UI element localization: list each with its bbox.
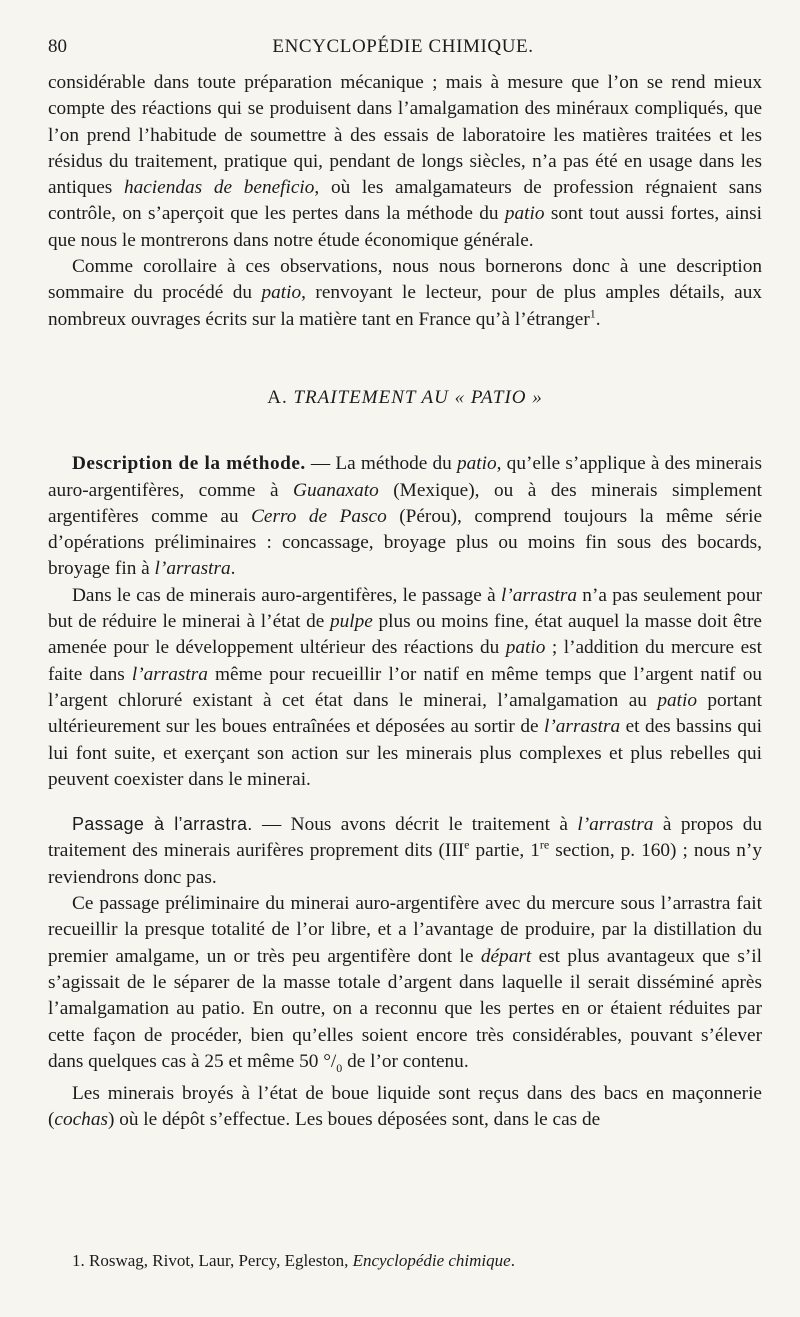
subheading-description: Description de la méthode.	[72, 453, 306, 475]
page-header	[48, 36, 758, 64]
section-heading	[48, 385, 762, 411]
paragraph-1: considérable dans toute préparation mécanique ; mais à mesure que l’on se rend mieux compte des réactions qui se produisent dans l’amalgamation des minéraux compliqués, que l’on prend l’habitude de soumettre à des essais de laboratoire les matières traitées et les résidus du traitement, pratique qui, pendant de longs siècles, n’a pas été en usage dans les antiques haciendas de beneficio, où les amalgamateurs de profession régnaient sans contrôle, on s’aperçoit que les pertes dans la méthode du patio sont tout aussi fortes, ainsi que nous le montrerons dans notre étude économique générale.	[48, 72, 763, 251]
running-title: ENCYCLOPÉDIE CHIMIQUE.	[272, 36, 534, 57]
paragraph-6: Ce passage préliminaire du minerai auro-argentifère avec du mercure sous l’arrastra fait recueillir la presque totalité de l’or libre, et a l’avantage de produire, par la distillation du premier amalgame, un or très peu argentifère dont le départ est plus avantageux que s’il s’agissait de le séparer de la masse totale d’argent dans laquelle il serait disséminé après l’amalgamation au patio. En outre, on a reconnu que les pertes en or étaient réduites par cette façon de procéder, bien qu’elles soient encore très considérables, pouvant s’élever dans quelques cas à 25 et même 50 $^\circ/_0$ de l’or contenu.	[48, 893, 762, 1075]
paragraph-4: Dans le cas de minerais auro-argentifères, le passage à l’arrastra n’a pas seulement pour but de réduire le minerai à l’état de pulpe plus ou moins fine, état auquel la masse doit être amenée pour le développement ultérieur des réactions du patio ; l’addition du mercure est faite dans l’arrastra même pour recueillir l’or natif en même temps que l’argent natif ou l’argent chloruré existant à cet état dans le minerai, l’amalgamation au patio portant ultérieurement sur les boues entraînées et déposées au sortir de l’arrastra et des bassins qui lui font suite, et exerçant son action sur les minerais plus complexes et plus rebelles qui peuvent coexister dans le minerai.	[48, 584, 763, 790]
footnote: 1. Roswag, Rivot, Laur, Percy, Egleston, Encyclopédie chimique.	[72, 1251, 515, 1270]
footnote-ref: 1	[589, 306, 596, 321]
page-body	[48, 70, 762, 1134]
subheading-passage: Passage à l’arrastra.	[72, 814, 253, 835]
section-title: TRAITEMENT AU « PATIO »	[293, 386, 543, 408]
paragraph-3: Description de la méthode. — La méthode du patio, qu’elle s’applique à des minerais auro-argentifères, comme à Guanaxato (Mexique), ou à des minerais simplement argentifères comme au Cerro de Pasco (Pérou), comprend toujours la même série d’opérations préliminaires : concassage, broyage plus ou moins fin sous des bocards, broyage fin à l’arrastra.	[48, 453, 763, 580]
page-number: 80	[48, 36, 67, 57]
section-letter: A.	[267, 386, 288, 408]
paragraph-2: Comme corollaire à ces observations, nous nous bornerons donc à une description sommaire du procédé du patio, renvoyant le lecteur, pour de plus amples détails, aux nombreux ouvrages écrits sur la matière tant en France qu’à l’étranger$^1$.	[48, 256, 762, 330]
paragraph-5: Passage à l’arrastra. — Nous avons décrit le traitement à l’arrastra à propos du traitement des minerais aurifères proprement dits (IIIe partie, 1re section, p. 160) ; nous n’y reviendrons donc pas.	[48, 814, 762, 888]
paragraph-7: Les minerais broyés à l’état de boue liquide sont reçus dans des bacs en maçonnerie (cochas) où le dépôt s’effectue. Les boues déposées sont, dans le cas de	[48, 1082, 762, 1131]
